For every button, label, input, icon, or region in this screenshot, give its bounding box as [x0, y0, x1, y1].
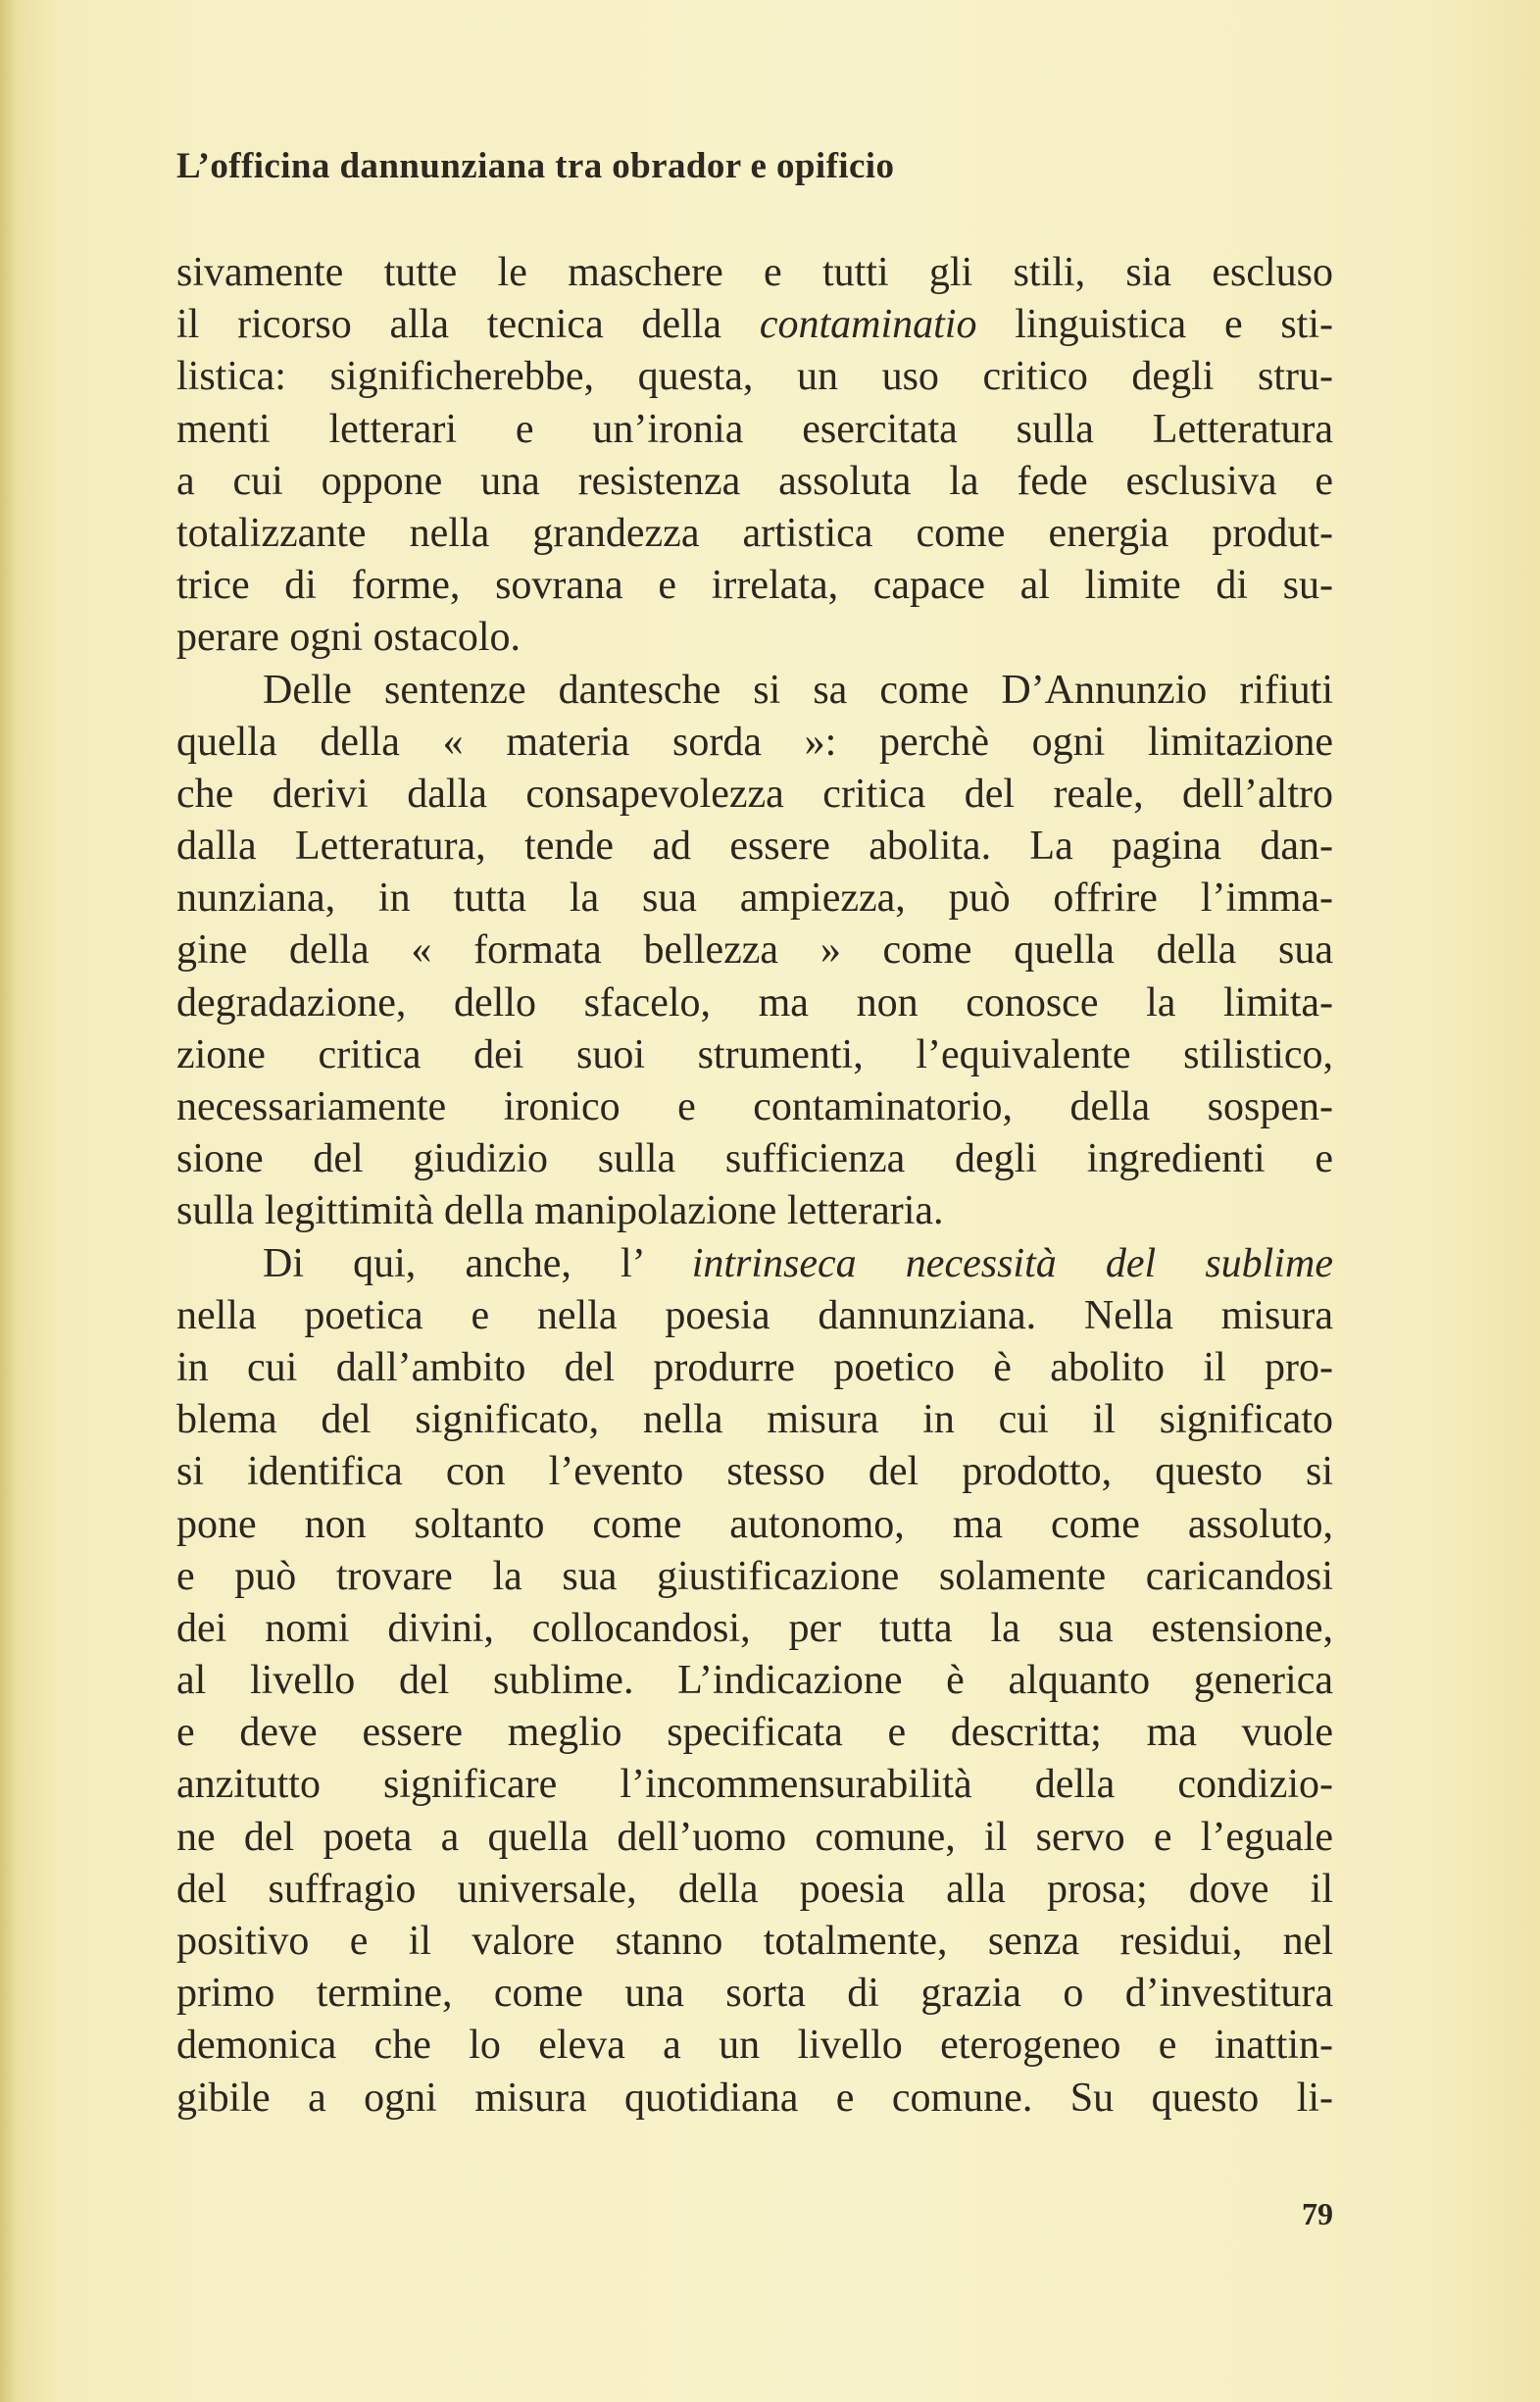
text-line: necessariamente ironico e contaminatorio, della sospen-	[176, 1084, 1333, 1129]
text-line: sivamente tutte le maschere e tutti gli stili, sia escluso	[176, 250, 1333, 295]
text-line: totalizzante nella grandezza artistica come energia produt-	[176, 510, 1333, 556]
text-line: perare ogni ostacolo.	[176, 615, 522, 661]
text-line: sione del giudizio sulla sufficienza degli ingredienti e	[176, 1136, 1333, 1182]
text-line: il ricorso alla tecnica della contaminatio linguistica e sti-	[176, 302, 1333, 348]
text-line: gibile a ogni misura quotidiana e comune. Su questo li-	[176, 2075, 1333, 2121]
text-line: e può trovare la sua giustificazione solamente caricandosi	[176, 1553, 1333, 1599]
text-line: menti letterari e un’ironia esercitata sulla Letteratura	[176, 406, 1333, 452]
text-line: nunziana, in tutta la sua ampiezza, può offrire l’imma-	[176, 876, 1333, 922]
text-line: pone non soltanto come autonomo, ma come assoluto,	[176, 1501, 1333, 1547]
text-line: anzitutto significare l’incommensurabilità della condizio-	[176, 1762, 1333, 1808]
text-line: nella poetica e nella poesia dannunziana. Nella misura	[176, 1292, 1333, 1338]
text-line: in cui dall’ambito del produrre poetico è abolito il pro-	[176, 1344, 1333, 1390]
text-line: listica: significherebbe, questa, un uso critico degli stru-	[176, 354, 1333, 400]
text-line: che derivi dalla consapevolezza critica del reale, dell’altro	[176, 771, 1333, 817]
text-line: ne del poeta a quella dell’uomo comune, il servo e l’eguale	[176, 1814, 1333, 1860]
text-line: si identifica con l’evento stesso del prodotto, questo si	[176, 1449, 1333, 1495]
text-line: a cui oppone una resistenza assoluta la fede esclusiva e	[176, 458, 1333, 504]
page-number: 79	[1302, 2196, 1333, 2231]
text-line: Di qui, anche, l’ intrinseca necessità del sublime	[263, 1240, 1333, 1286]
text-line: dalla Letteratura, tende ad essere abolita. La pagina dan-	[176, 824, 1333, 870]
text-line: demonica che lo eleva a un livello eterogeneo e inattin-	[176, 2023, 1333, 2069]
text-line: dei nomi divini, collocandosi, per tutta la sua estensione,	[176, 1605, 1333, 1651]
text-line: degradazione, dello sfacelo, ma non conosce la limita-	[176, 979, 1333, 1026]
body-text	[176, 247, 1333, 2125]
running-head: L’officina dannunziana tra obrador e opificio	[176, 146, 895, 186]
text-line: zione critica dei suoi strumenti, l’equivalente stilistico,	[176, 1031, 1333, 1077]
text-line: positivo e il valore stanno totalmente, senza residui, nel	[176, 1919, 1333, 1964]
text-line: sulla legittimità della manipolazione letteraria.	[176, 1188, 944, 1234]
text-line: quella della « materia sorda »: perchè ogni limitazione	[176, 719, 1333, 765]
text-line: Delle sentenze dantesche si sa come D’Annunzio rifiuti	[263, 667, 1333, 713]
text-line: trice di forme, sovrana e irrelata, capace al limite di su-	[176, 563, 1333, 609]
text-line: blema del significato, nella misura in cui il significato	[176, 1397, 1333, 1443]
page-edge	[0, 0, 18, 2402]
text-line: del suffragio universale, della poesia alla prosa; dove il	[176, 1866, 1333, 1912]
text-line: al livello del sublime. L’indicazione è alquanto generica	[176, 1658, 1333, 1704]
text-line: gine della « formata bellezza » come quella della sua	[176, 927, 1333, 974]
text-line: primo termine, come una sorta di grazia o d’investitura	[176, 1971, 1333, 2017]
text-line: e deve essere meglio specificata e descritta; ma vuole	[176, 1710, 1333, 1756]
